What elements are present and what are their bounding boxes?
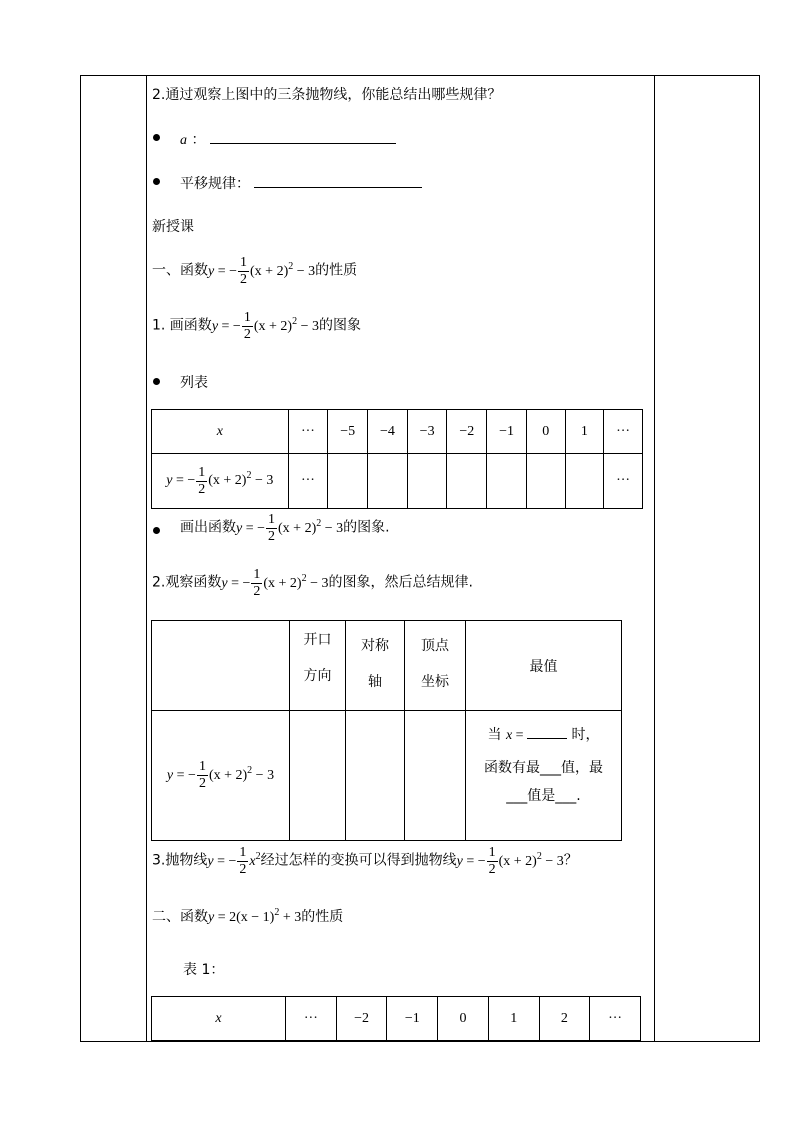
section1-suffix: 的性质: [315, 262, 358, 279]
x-cell: −1: [387, 997, 438, 1041]
blank-x[interactable]: [527, 724, 567, 739]
x-header-cell: x: [152, 997, 286, 1041]
list-label: 列表: [180, 375, 208, 391]
table-row: [152, 621, 622, 711]
header-extreme-value: 最值: [466, 621, 622, 711]
y-cell[interactable]: [565, 454, 604, 509]
max-line-2: 函数有最___值，最: [484, 760, 603, 776]
bullet-dot: [153, 134, 160, 141]
y-cell[interactable]: [368, 454, 408, 509]
x-cell: 2: [539, 997, 590, 1041]
function-cell: [152, 711, 290, 841]
formula-f2: $y = 2(x - 1)^2 + 3$: [208, 907, 302, 925]
formula-f1: y = − $\frac{1}{2}$ $(x + 2)^2 - 3$: [208, 255, 316, 287]
column-divider-right: [654, 75, 655, 1042]
x-cell: −3: [407, 410, 447, 454]
bullet-dot: [153, 527, 160, 534]
bullet-a-line: [180, 129, 396, 149]
table1-caption: 表 1：: [183, 962, 225, 978]
answer-cell[interactable]: [346, 711, 405, 841]
header-vertex: 顶点 坐标: [405, 621, 466, 711]
formula-f1: y = − $\frac{1}{2}$ $(x + 2)^2 - 3$: [166, 759, 275, 791]
observe-prefix: 2.观察函数: [152, 574, 222, 591]
draw-suffix: 的图象.: [343, 519, 390, 536]
step1-prefix: 1. 画函数: [152, 317, 212, 334]
x-cell: ···: [286, 997, 337, 1041]
section2-heading: [152, 906, 343, 926]
y-cell: ···: [604, 454, 643, 509]
formula-f1: y = − $\frac{1}{2}$ $(x + 2)^2 - 3$: [456, 845, 564, 877]
step1-heading: [152, 310, 361, 343]
q2-title: 2.通过观察上图中的三条抛物线，你能总结出哪些规律？: [152, 87, 502, 103]
q3-middle: 经过怎样的变换可以得到抛物线: [260, 852, 457, 869]
y-cell: ···: [288, 454, 328, 509]
bullet-dot: [153, 178, 160, 185]
answer-cell[interactable]: [290, 711, 346, 841]
colon: ：: [191, 132, 206, 148]
formula-q3a: y = − $\frac{1}{2}$ $x^2$: [207, 845, 261, 877]
table-row: [152, 454, 643, 509]
section2-suffix: 的性质: [301, 909, 344, 925]
y-cell[interactable]: [526, 454, 565, 509]
x-cell: 1: [565, 410, 604, 454]
q3-suffix: ？: [563, 852, 578, 869]
table-row: [152, 997, 641, 1041]
bullet-dot: [153, 378, 160, 385]
var-a: a: [180, 133, 187, 148]
section2-prefix: 二、函数: [152, 909, 208, 925]
section1-prefix: 一、函数: [152, 262, 208, 279]
y-header-cell: [152, 454, 289, 509]
x-cell: 0: [438, 997, 489, 1041]
x-cell: ···: [604, 410, 643, 454]
formula-f1: y = − $\frac{1}{2}$ $(x + 2)^2 - 3$: [221, 567, 329, 599]
section1-heading: [152, 255, 357, 288]
q3-line: [152, 845, 578, 878]
x-cell: −1: [487, 410, 527, 454]
draw-prefix: 画出函数: [180, 519, 236, 536]
x-cell: −4: [368, 410, 408, 454]
value-table-c: [151, 996, 641, 1041]
extreme-value-cell: [466, 711, 622, 841]
observe-line: [152, 567, 473, 600]
formula-f1: y = − $\frac{1}{2}$ $(x + 2)^2 - 3$: [236, 512, 344, 544]
shift-rule-label: 平移规律：: [180, 176, 250, 192]
y-cell[interactable]: [447, 454, 487, 509]
column-divider-left: [146, 75, 147, 1042]
y-cell[interactable]: [328, 454, 368, 509]
value-table-a: [151, 409, 643, 509]
answer-cell[interactable]: [405, 711, 466, 841]
observe-suffix: 的图象，然后总结规律.: [328, 574, 473, 591]
x-cell: ···: [590, 997, 641, 1041]
q3-prefix: 3.抛物线: [152, 852, 208, 869]
empty-corner-cell: [152, 621, 290, 711]
table-row: [152, 711, 622, 841]
answer-blank-shift[interactable]: [254, 173, 422, 188]
x-cell: −5: [328, 410, 368, 454]
y-cell[interactable]: [487, 454, 527, 509]
x-cell: 1: [488, 997, 539, 1041]
x-cell: 0: [526, 410, 565, 454]
x-cell: −2: [447, 410, 487, 454]
max-line-3: ___值是___.: [506, 788, 581, 804]
y-cell[interactable]: [407, 454, 447, 509]
x-header-cell: x: [152, 410, 289, 454]
formula-f1: y = − $\frac{1}{2}$ $(x + 2)^2 - 3$: [211, 310, 319, 342]
header-axis-of-symmetry: 对称 轴: [346, 621, 405, 711]
table-row: [152, 410, 643, 454]
step1-suffix: 的图象: [318, 317, 361, 334]
answer-blank-a[interactable]: [210, 129, 396, 144]
x-cell: ···: [288, 410, 328, 454]
x-cell: −2: [336, 997, 387, 1041]
bullet-shift-line: [180, 173, 422, 193]
properties-table: [151, 620, 622, 841]
formula-f1: y = − $\frac{1}{2}$ $(x + 2)^2 - 3$: [166, 464, 274, 497]
header-opening-direction: 开口 方向: [290, 621, 346, 711]
new-lesson-heading: 新授课: [152, 219, 194, 235]
draw-line: [180, 512, 390, 545]
max-line-1: 当 x = 时，: [466, 721, 621, 750]
